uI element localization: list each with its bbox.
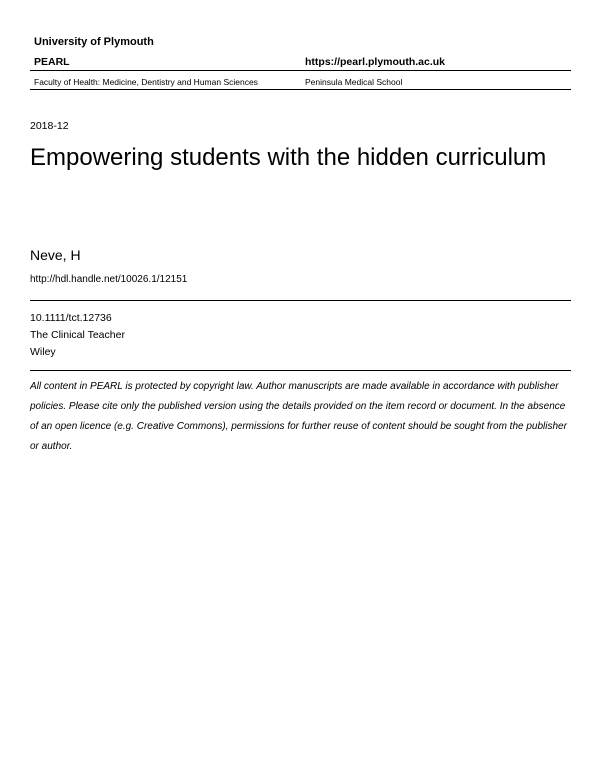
faculty-name: Faculty of Health: Medicine, Dentistry and Human Sciences [34, 77, 258, 87]
header-bottom-divider [30, 89, 571, 90]
publication-metadata [30, 310, 125, 361]
author-name: Neve, H [30, 247, 81, 263]
document-title: Empowering students with the hidden curriculum [30, 144, 547, 171]
institution-name: University of Plymouth [34, 36, 154, 48]
publisher-name: Wiley [30, 346, 56, 358]
journal-name: The Clinical Teacher [30, 329, 125, 341]
school-name: Peninsula Medical School [305, 77, 403, 87]
header-top-divider [30, 70, 571, 71]
handle-link[interactable]: http://hdl.handle.net/10026.1/12151 [30, 274, 188, 285]
repository-url: https://pearl.plymouth.ac.uk [305, 56, 446, 68]
repository-name: PEARL [34, 56, 70, 68]
doi: 10.1111/tct.12736 [30, 312, 112, 324]
metadata-top-divider [30, 300, 571, 301]
publication-date: 2018-12 [30, 120, 69, 132]
metadata-bottom-divider [30, 370, 571, 371]
copyright-notice: All content in PEARL is protected by copyright law. Author manuscripts are made available in accordance with publisher policies. Please cite only the published version using the details provided on the item record or document. In the absence of an open licence (e.g. Creative Commons), permissions for further reuse of content should be sought from the publisher or author. [30, 381, 567, 452]
